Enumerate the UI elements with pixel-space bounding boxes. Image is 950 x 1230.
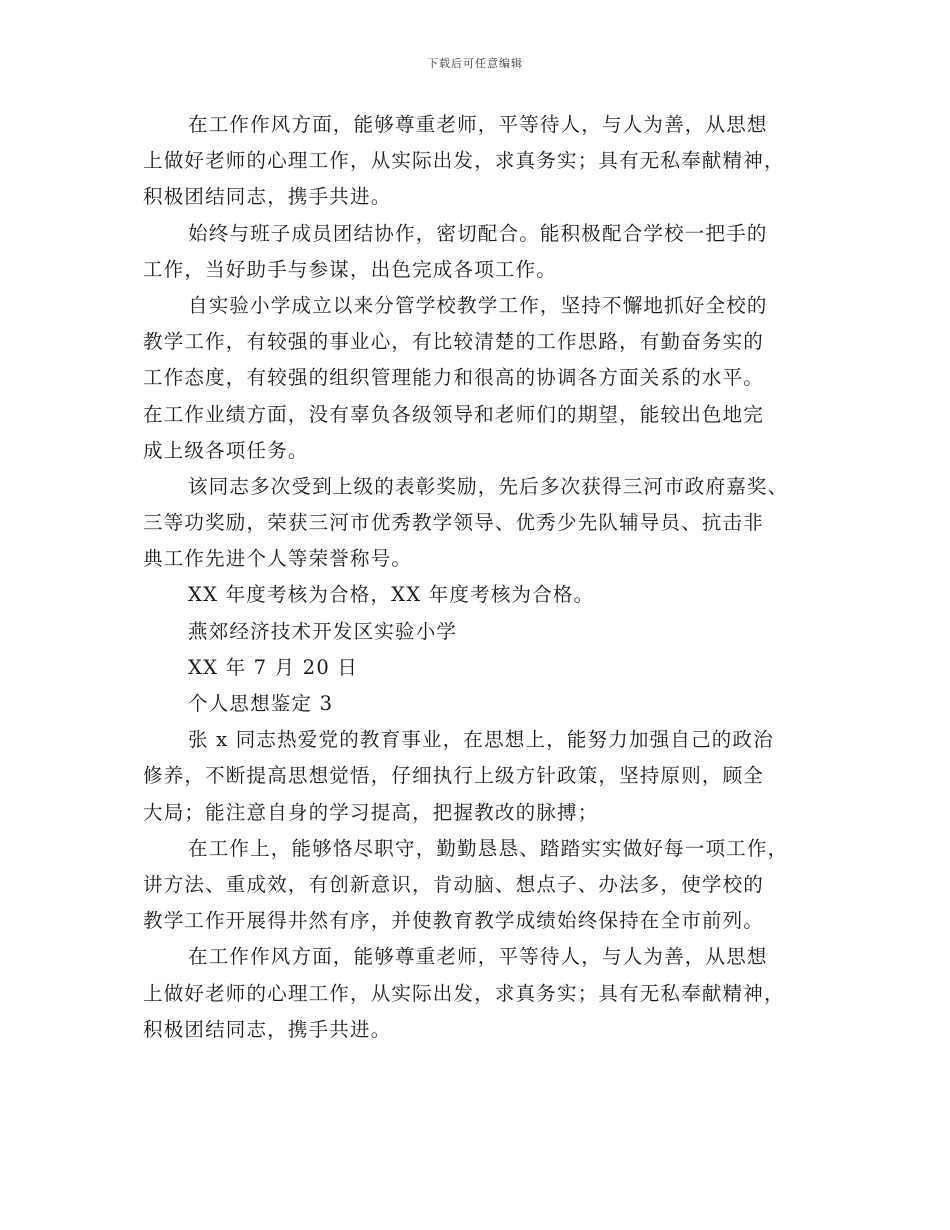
signature-date: XX 年 7 月 20 日 [188, 655, 359, 679]
text-line: 讲方法、重成效，有创新意识，肯动脑、想点子、办法多，使学校的 [143, 872, 765, 896]
text-line: 工作态度，有较强的组织管理能力和很高的协调各方面关系的水平。 [143, 366, 765, 390]
text-line: 张 x 同志热爱党的教育事业，在思想上，能努力加强自己的政治 [188, 728, 774, 752]
text-line: 成上级各项任务。 [143, 438, 309, 462]
text-line: 三等功奖励，荣获三河市优秀教学领导、优秀少先队辅导员、抗击非 [143, 511, 765, 535]
text-line: 工作，当好助手与参谋，出色完成各项工作。 [143, 257, 558, 281]
text-line: 教学工作，有较强的事业心，有比较清楚的工作思路，有勤奋务实的 [143, 330, 765, 354]
text-line: 在工作业绩方面，没有辜负各级领导和老师们的期望，能较出色地完 [143, 402, 765, 426]
text-line: 积极团结同志，携手共进。 [143, 1017, 392, 1041]
text-line: 上做好老师的心理工作，从实际出发，求真务实；具有无私奉献精神， [143, 149, 785, 173]
section-title: 个人思想鉴定 3 [188, 692, 334, 715]
document-body [143, 107, 807, 1048]
text-line: 上做好老师的心理工作，从实际出发，求真务实；具有无私奉献精神， [143, 981, 785, 1005]
text-line: 大局；能注意自身的学习提高，把握教改的脉搏； [143, 800, 599, 824]
text-line: 该同志多次受到上级的表彰奖励，先后多次获得三河市政府嘉奖、 [188, 474, 789, 498]
text-line: 始终与班子成员团结协作，密切配合。能积极配合学校一把手的 [188, 221, 768, 245]
text-line: 修养，不断提高思想觉悟，仔细执行上级方针政策，坚持原则，顾全 [143, 764, 765, 788]
text-line: XX 年度考核为合格，XX 年度考核为合格。 [188, 583, 595, 607]
text-line: 典工作先进个人等荣誉称号。 [143, 547, 413, 571]
text-line: 在工作上，能够恪尽职守，勤勤恳恳、踏踏实实做好每一项工作， [188, 836, 789, 860]
text-line: 在工作作风方面，能够尊重老师，平等待人，与人为善，从思想 [188, 113, 768, 136]
text-line: 教学工作开展得井然有序，并使教育教学成绩始终保持在全市前列。 [143, 909, 765, 933]
text-line: 在工作作风方面，能够尊重老师，平等待人，与人为善，从思想 [188, 945, 768, 969]
signature-organization: 燕郊经济技术开发区实验小学 [188, 619, 458, 643]
text-line: 自实验小学成立以来分管学校教学工作，坚持不懈地抓好全校的 [188, 293, 768, 317]
header-note: 下载后可任意编辑 [427, 57, 523, 70]
text-line: 积极团结同志，携手共进。 [143, 185, 392, 209]
